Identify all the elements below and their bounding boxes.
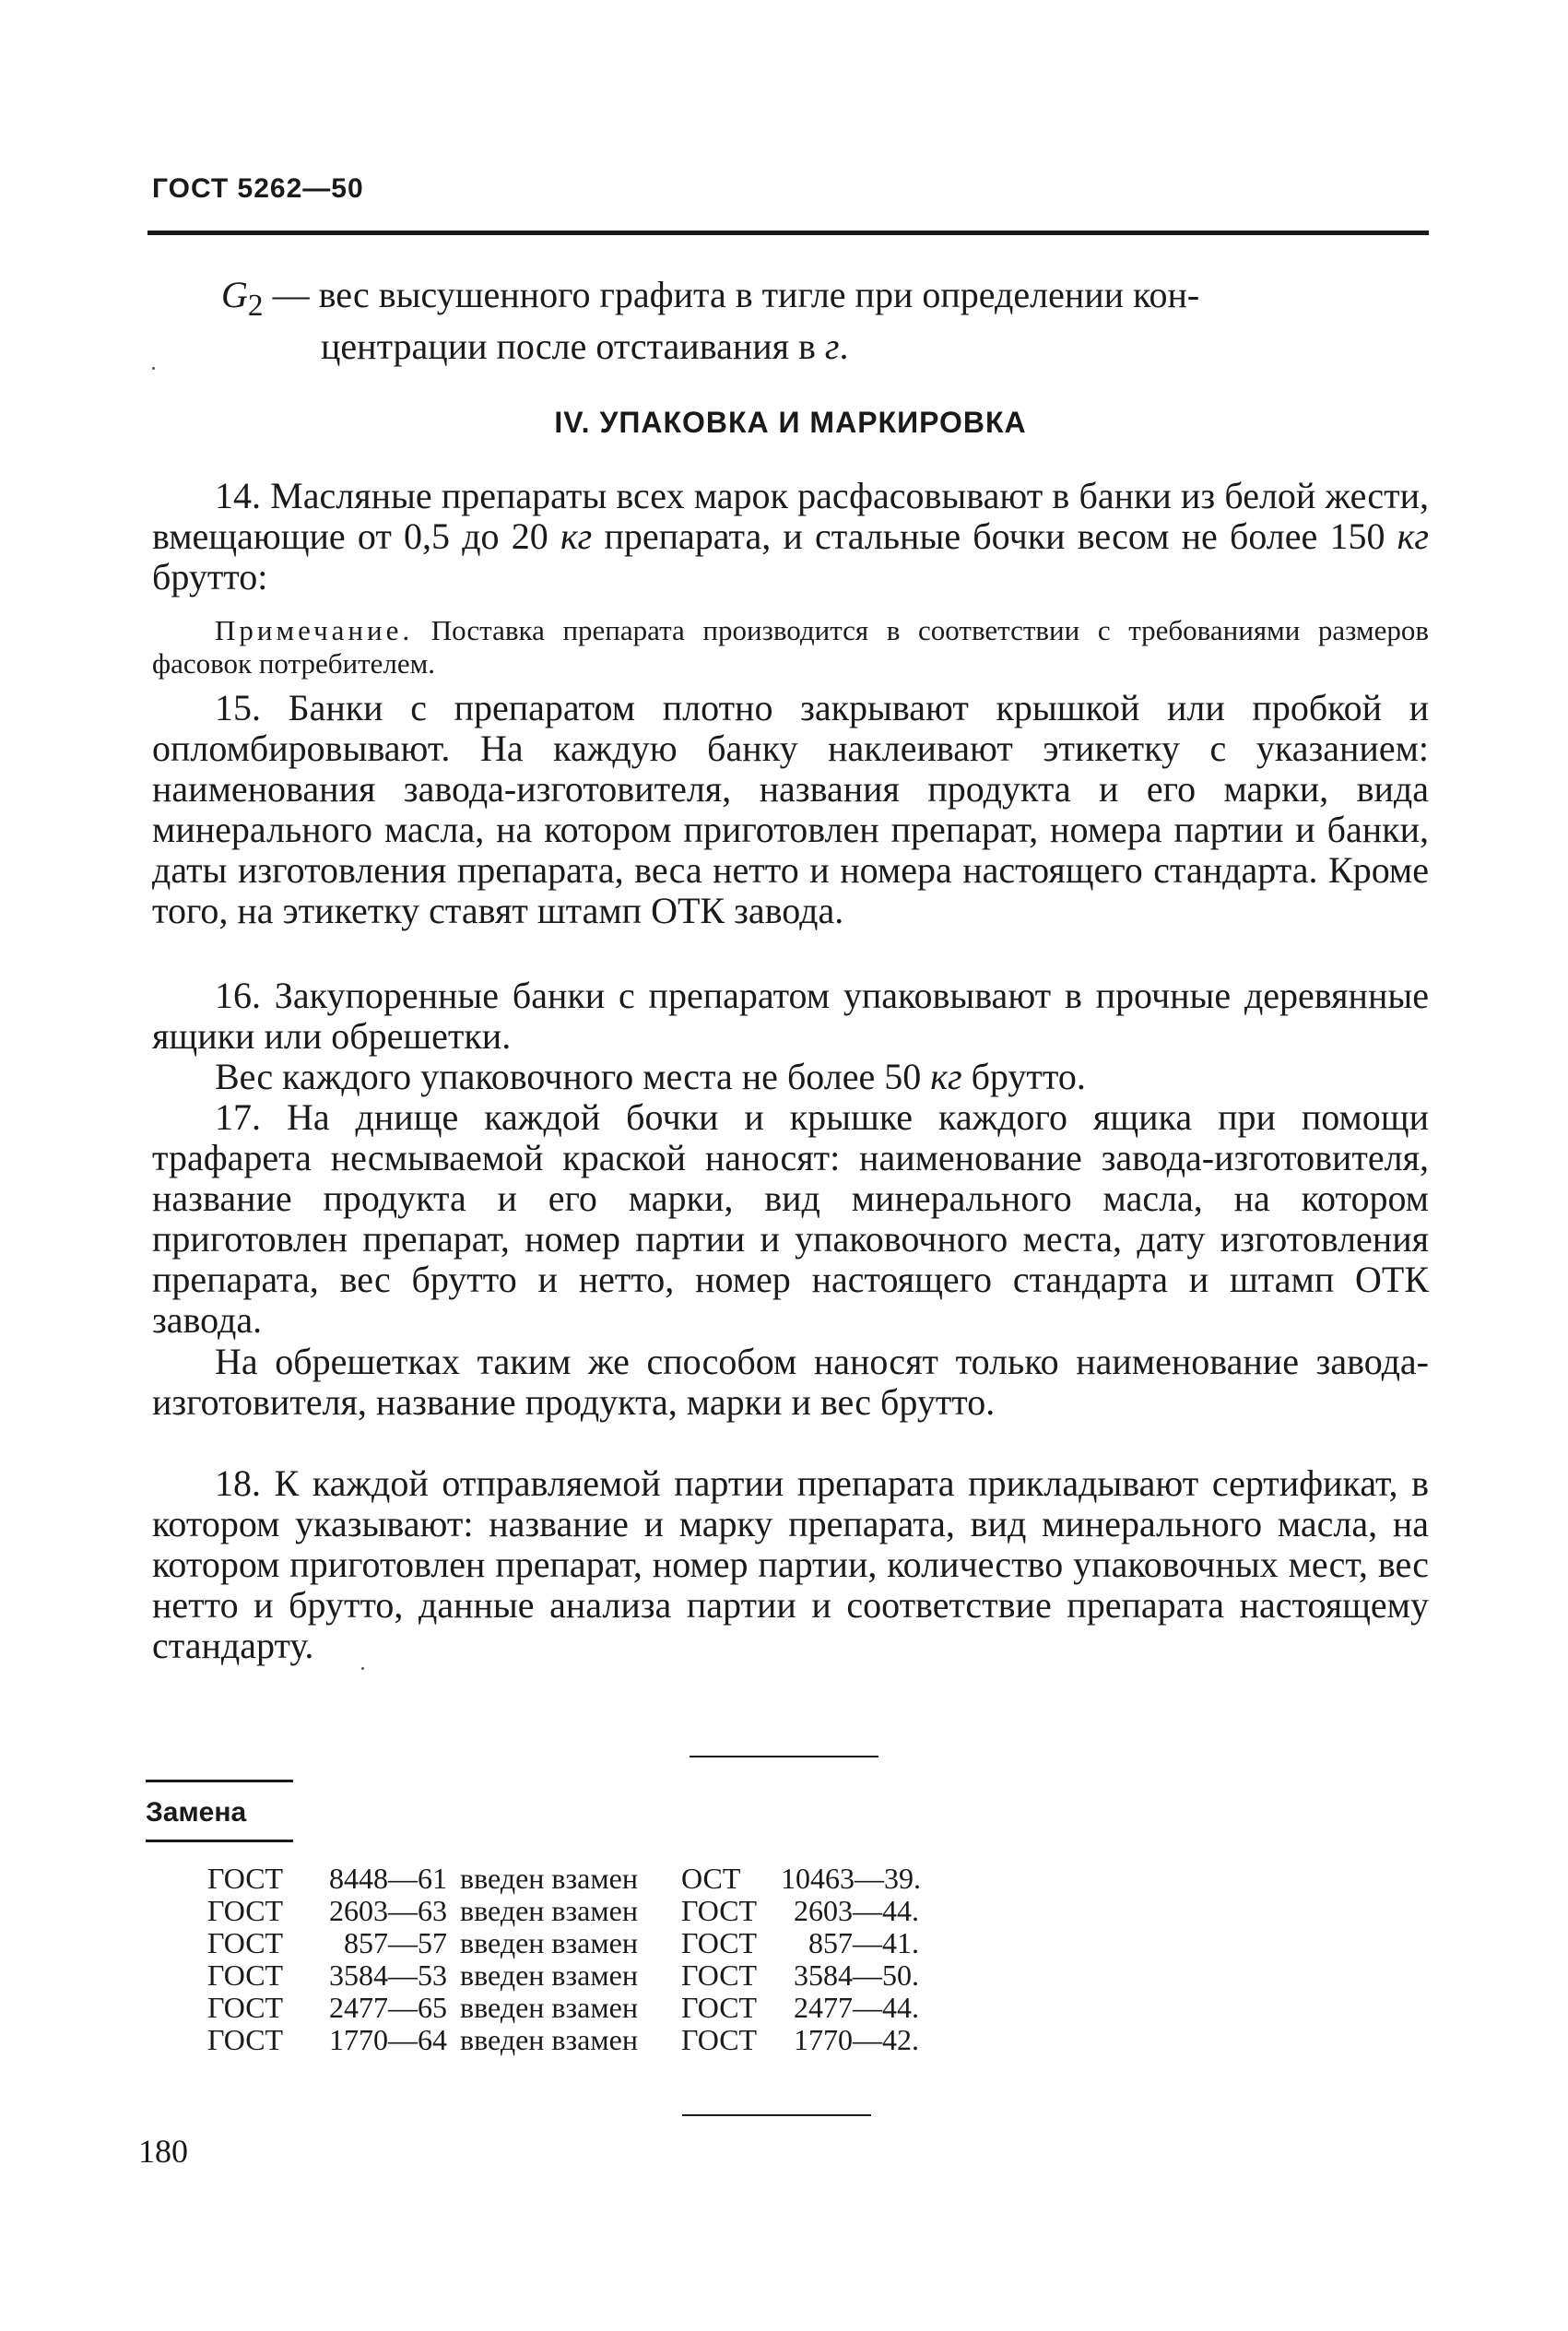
page-header-code: ГОСТ 5262—50 bbox=[152, 173, 364, 204]
formula-end: . bbox=[839, 325, 849, 367]
repl-old-num: 1770—42. bbox=[794, 2023, 919, 2056]
p14-unit-2: кг bbox=[1397, 515, 1429, 557]
formula-symbol: G bbox=[221, 274, 248, 315]
repl-std: ГОСТ bbox=[207, 1894, 284, 1927]
replacement-row bbox=[207, 1895, 919, 1927]
repl-verb: введен взамен bbox=[460, 1894, 638, 1927]
repl-verb: введен взамен bbox=[460, 2023, 638, 2056]
replacement-heading bbox=[146, 1780, 293, 1842]
repl-old-num: 10463—39. bbox=[781, 1862, 921, 1895]
repl-num: 2603—63 bbox=[329, 1894, 447, 1927]
p14-unit-1: кг bbox=[560, 515, 593, 557]
scan-speck bbox=[361, 1667, 364, 1670]
repl-old-num: 2603—44. bbox=[794, 1894, 919, 1927]
repl-num: 8448—61 bbox=[329, 1862, 447, 1895]
repl-num: 1770—64 bbox=[329, 2023, 447, 2056]
repl-old-std: ГОСТ bbox=[681, 2023, 758, 2056]
replacement-title: Замена bbox=[146, 1797, 247, 1828]
section-end-rule bbox=[690, 1756, 878, 1757]
formula-line-1: — вес высушенного графита в тигле при определении кон- bbox=[263, 274, 1200, 315]
p16b-text-1: Вес каждого упаковочного места не более 50 bbox=[215, 1056, 931, 1097]
replacement-rule-top bbox=[146, 1780, 293, 1782]
replacement-row bbox=[207, 1959, 919, 1992]
replacement-row bbox=[207, 1992, 919, 2024]
repl-num: 2477—65 bbox=[329, 1991, 447, 2024]
repl-verb: введен взамен bbox=[460, 1926, 638, 1959]
p16b-unit: кг bbox=[930, 1056, 962, 1097]
note bbox=[152, 614, 1429, 680]
paragraph-17b: На обрешетках таким же способом наносят только наименование завода-изготовителя, название продукта, марки и вес брутто. bbox=[152, 1341, 1429, 1423]
formula-definition bbox=[221, 275, 1429, 367]
repl-verb: введен взамен bbox=[460, 1862, 638, 1895]
repl-num: 3584—53 bbox=[329, 1958, 447, 1992]
formula-unit: г bbox=[824, 325, 840, 367]
repl-old-std: ГОСТ bbox=[681, 1958, 758, 1992]
formula-subscript: 2 bbox=[247, 289, 264, 323]
paragraph-14 bbox=[152, 476, 1429, 598]
repl-std: ГОСТ bbox=[207, 2023, 284, 2056]
section-title: IV. УПАКОВКА И МАРКИРОВКА bbox=[554, 406, 1027, 439]
repl-std: ГОСТ bbox=[207, 1926, 284, 1959]
p14-text-2: препарата, и стальные бочки весом не более 150 bbox=[592, 515, 1397, 557]
repl-old-num: 857—41. bbox=[808, 1926, 919, 1959]
paragraph-17: 17. На днище каждой бочки и крышке каждого ящика при помощи трафарета несмываемой краской наносят: наименование завода-изготовителя, название продукта и его марки, вид минерального масла, на котором приготовлен препарат, номер партии и упаковочного места, дату изготовления препарата, вес брутто и нетто, номер настоящего стандарта и штамп ОТК завода. bbox=[152, 1096, 1429, 1341]
header-rule bbox=[147, 231, 1429, 235]
paragraph-16b bbox=[152, 1057, 1429, 1097]
scan-speck bbox=[152, 367, 155, 370]
page-number: 180 bbox=[138, 2133, 188, 2170]
replacement-row bbox=[207, 2024, 919, 2056]
list-end-rule bbox=[682, 2114, 871, 2116]
repl-verb: введен взамен bbox=[460, 1958, 638, 1992]
repl-std: ГОСТ bbox=[207, 1862, 284, 1895]
note-text: Поставка препарата производится в соответствии с требованиями размеров фасовок потребителем. bbox=[152, 614, 1429, 680]
paragraph-15: 15. Банки с препаратом плотно закрывают крышкой или пробкой и опломбировывают. На каждую банку наклеивают этикетку с указанием: наименования завода-изготовителя, названия продукта и его марки, вида минерального масла, на котором приготовлен препарат, номера партии и банки, даты изготовления препарата, веса нетто и номера настоящего стандарта. Кроме того, на этикетку ставят штамп ОТК завода. bbox=[152, 687, 1429, 931]
replacement-list bbox=[207, 1863, 919, 2056]
repl-verb: введен взамен bbox=[460, 1991, 638, 2024]
repl-old-num: 3584—50. bbox=[794, 1958, 919, 1992]
note-label: Примечание. bbox=[215, 614, 414, 646]
replacement-row bbox=[207, 1927, 919, 1959]
p14-text-3: брутто: bbox=[152, 556, 268, 598]
repl-old-std: ОСТ bbox=[681, 1862, 741, 1895]
repl-std: ГОСТ bbox=[207, 1958, 284, 1992]
repl-std: ГОСТ bbox=[207, 1991, 284, 2024]
repl-old-num: 2477—44. bbox=[794, 1991, 919, 2024]
repl-old-std: ГОСТ bbox=[681, 1894, 758, 1927]
p16b-text-2: брутто. bbox=[961, 1056, 1086, 1097]
repl-old-std: ГОСТ bbox=[681, 1926, 758, 1959]
repl-num: 857—57 bbox=[344, 1926, 447, 1959]
replacement-rule-bottom bbox=[146, 1840, 293, 1842]
replacement-row bbox=[207, 1863, 919, 1895]
paragraph-16: 16. Закупоренные банки с препаратом упаковывают в прочные деревянные ящики или обрешетки. bbox=[152, 975, 1429, 1057]
paragraph-18: 18. К каждой отправляемой партии препарата прикладывают сертификат, в котором указывают: название и марку препарата, вид минерального масла, на котором приготовлен препарат, номер партии, количество упаковочных мест, вес нетто и брутто, данные анализа партии и соответствие препарата настоящему стандарту. bbox=[152, 1462, 1429, 1666]
formula-line-2: центрации после отстаивания в bbox=[321, 325, 825, 367]
repl-old-std: ГОСТ bbox=[681, 1991, 758, 2024]
p14-text-1: 14. Масляные препараты всех марок расфасовывают в банки из белой жести, вмещающие от 0,5 до 20 bbox=[152, 475, 1429, 557]
